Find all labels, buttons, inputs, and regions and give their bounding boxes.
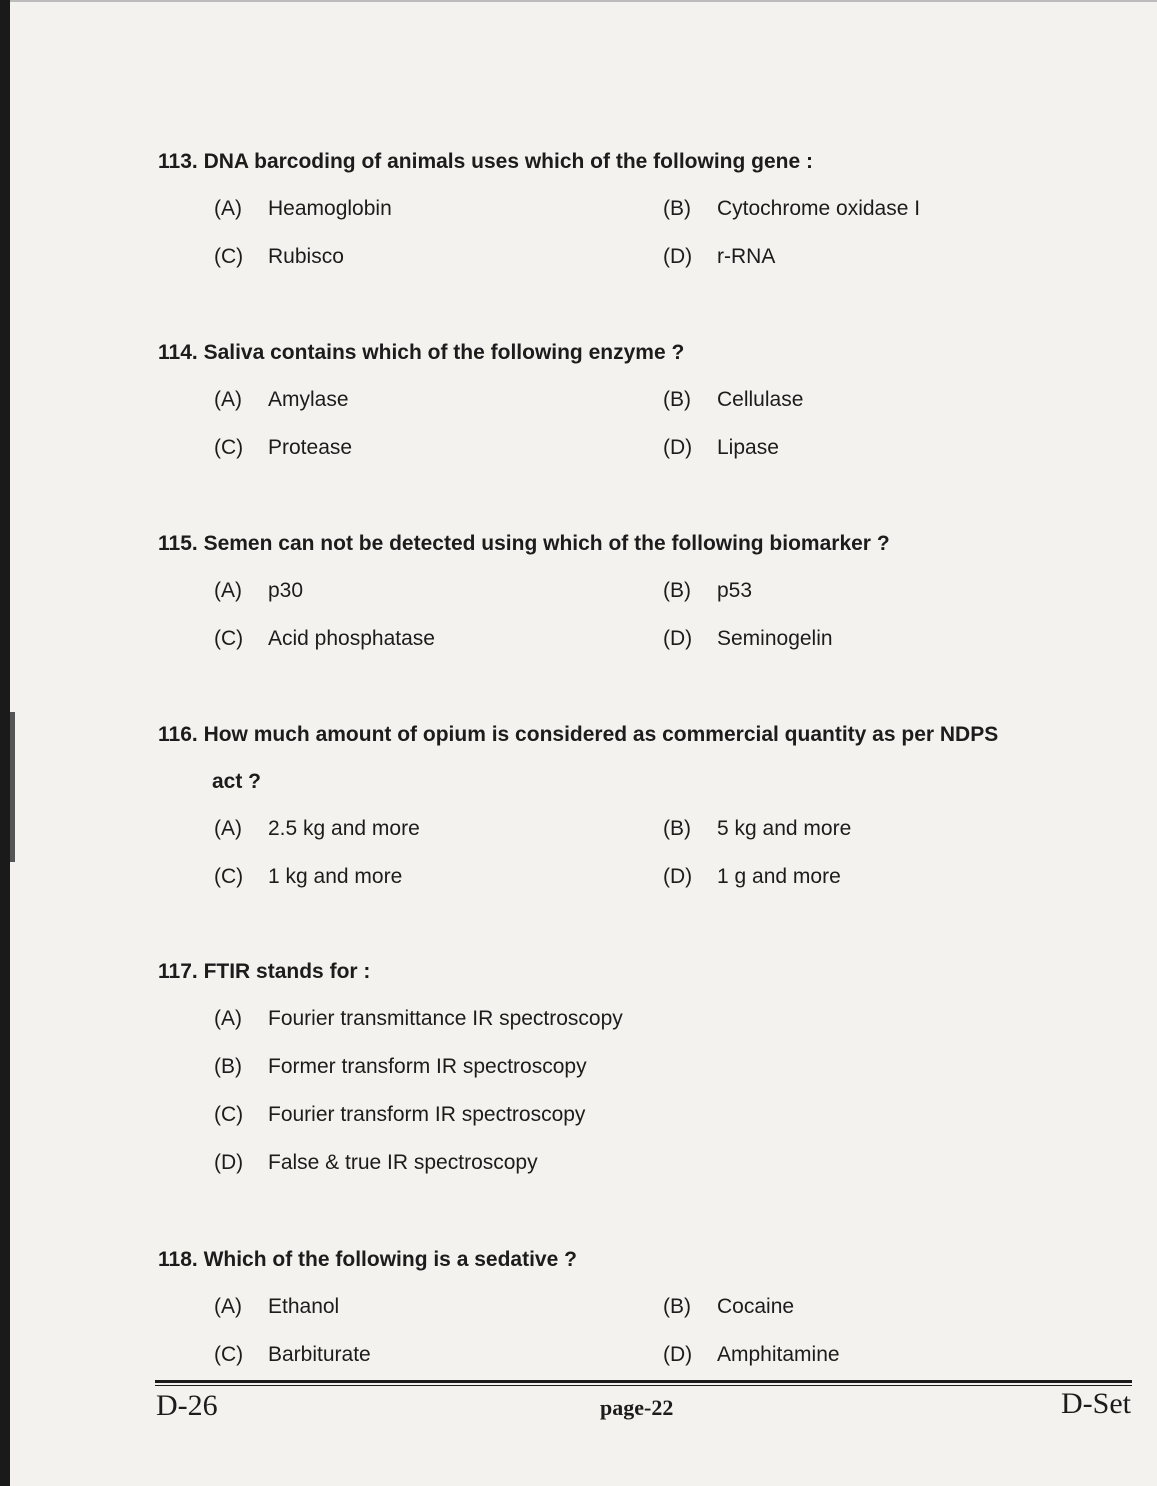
- option-c: [214, 1091, 585, 1139]
- option-text: 1 g and more: [717, 865, 841, 888]
- option-text: Cocaine: [717, 1295, 795, 1318]
- option-d: [214, 1139, 538, 1187]
- option-text: Ethanol: [268, 1295, 340, 1318]
- option-letter: (A): [214, 817, 242, 840]
- option-d: [663, 615, 833, 663]
- option-letter: (A): [214, 388, 242, 411]
- option-a: [214, 1283, 339, 1331]
- option-letter: (C): [214, 627, 244, 650]
- option-text: Former transform IR spectroscopy: [268, 1055, 587, 1078]
- option-text: Seminogelin: [717, 627, 833, 650]
- option-letter: (C): [214, 1343, 244, 1366]
- option-row: [158, 376, 1148, 424]
- option-letter: (D): [663, 245, 693, 268]
- option-text: Amphitamine: [717, 1343, 840, 1366]
- option-letter: (C): [214, 865, 244, 888]
- option-letter: (B): [663, 1295, 691, 1318]
- option-text: Fourier transform IR spectroscopy: [268, 1103, 586, 1126]
- option-text: p53: [717, 579, 753, 602]
- question-number: 115.: [158, 532, 198, 555]
- option-row: [158, 1043, 1148, 1091]
- question-stem: [158, 711, 1148, 758]
- option-letter: (D): [663, 627, 693, 650]
- question-text: DNA barcoding of animals uses which of the following gene :: [203, 150, 813, 173]
- option-text: Acid phosphatase: [268, 627, 435, 650]
- option-row: [158, 615, 1148, 663]
- option-row: [158, 1331, 1148, 1379]
- option-text: r-RNA: [717, 245, 776, 268]
- option-c: [214, 853, 402, 901]
- option-row: [158, 1283, 1148, 1331]
- option-text: Fourier transmittance IR spectroscopy: [268, 1007, 623, 1030]
- option-letter: (B): [663, 579, 691, 602]
- question-text-continued: act ?: [212, 770, 262, 793]
- option-row: [158, 567, 1148, 615]
- option-text: p30: [268, 579, 304, 602]
- option-text: 2.5 kg and more: [268, 817, 420, 840]
- option-b: [663, 567, 752, 615]
- question-text: Saliva contains which of the following enzyme ?: [203, 341, 685, 364]
- question-stem: [158, 329, 1148, 376]
- question-text: How much amount of opium is considered as commercial quantity as per NDPS: [203, 723, 999, 746]
- question-number: 114.: [158, 341, 198, 364]
- option-row: [158, 995, 1148, 1043]
- option-a: [214, 995, 623, 1043]
- footer-rule: [155, 1380, 1132, 1383]
- footer-booklet-code: D-26: [156, 1389, 218, 1422]
- option-a: [214, 805, 420, 853]
- option-text: Lipase: [717, 436, 779, 459]
- option-letter: (A): [214, 197, 242, 220]
- option-letter: (C): [214, 1103, 244, 1126]
- question-115: [158, 520, 1148, 663]
- option-c: [214, 1331, 371, 1379]
- option-d: [663, 1331, 840, 1379]
- question-number: 118.: [158, 1248, 198, 1271]
- option-text: Cellulase: [717, 388, 804, 411]
- option-row: [158, 424, 1148, 472]
- question-114: [158, 329, 1148, 472]
- option-text: False & true IR spectroscopy: [268, 1151, 538, 1174]
- option-letter: (A): [214, 1007, 242, 1030]
- option-letter: (A): [214, 579, 242, 602]
- option-text: Amylase: [268, 388, 349, 411]
- option-text: Heamoglobin: [268, 197, 392, 220]
- option-a: [214, 567, 303, 615]
- scan-left-edge: [0, 0, 10, 1486]
- question-number: 117.: [158, 960, 198, 983]
- option-text: Rubisco: [268, 245, 344, 268]
- option-letter: (D): [663, 1343, 693, 1366]
- option-text: 5 kg and more: [717, 817, 852, 840]
- option-text: Barbiturate: [268, 1343, 371, 1366]
- option-a: [214, 185, 392, 233]
- question-stem: [158, 520, 1148, 567]
- question-113: [158, 138, 1148, 281]
- option-text: 1 kg and more: [268, 865, 403, 888]
- option-row: [158, 1139, 1148, 1187]
- question-stem: [158, 948, 1148, 995]
- option-letter: (B): [214, 1055, 242, 1078]
- footer-page-number: page-22: [600, 1395, 674, 1420]
- option-row: [158, 1091, 1148, 1139]
- question-116: [158, 711, 1148, 901]
- option-d: [663, 233, 775, 281]
- option-letter: (B): [663, 197, 691, 220]
- option-d: [663, 853, 841, 901]
- question-text: Semen can not be detected using which of the following biomarker ?: [203, 532, 890, 555]
- option-b: [663, 376, 803, 424]
- option-row: [158, 805, 1148, 853]
- question-stem: [158, 1236, 1148, 1283]
- question-number: 113.: [158, 150, 198, 173]
- option-letter: (B): [663, 817, 691, 840]
- question-stem: [158, 138, 1148, 185]
- option-c: [214, 424, 352, 472]
- question-117: [158, 948, 1148, 1187]
- option-letter: (D): [663, 436, 693, 459]
- option-b: [214, 1043, 587, 1091]
- option-b: [663, 1283, 794, 1331]
- footer-set-label: D-Set: [1061, 1387, 1131, 1420]
- option-text: Cytochrome oxidase I: [717, 197, 921, 220]
- scan-top-edge: [10, 0, 1157, 2]
- option-letter: (C): [214, 436, 244, 459]
- option-letter: (C): [214, 245, 244, 268]
- option-b: [663, 805, 851, 853]
- footer-rule-thin: [155, 1385, 1132, 1386]
- option-row: [158, 185, 1148, 233]
- question-number: 116.: [158, 723, 198, 746]
- question-118: [158, 1236, 1148, 1379]
- option-text: Protease: [268, 436, 353, 459]
- question-text: FTIR stands for :: [203, 960, 371, 983]
- option-row: [158, 233, 1148, 281]
- option-a: [214, 376, 349, 424]
- option-letter: (A): [214, 1295, 242, 1318]
- option-letter: (B): [663, 388, 691, 411]
- option-letter: (D): [663, 865, 693, 888]
- option-row: [158, 853, 1148, 901]
- option-letter: (D): [214, 1151, 244, 1174]
- option-c: [214, 233, 344, 281]
- question-text: Which of the following is a sedative ?: [203, 1248, 577, 1271]
- option-d: [663, 424, 779, 472]
- option-b: [663, 185, 920, 233]
- scan-binding-mark: [10, 712, 15, 862]
- option-c: [214, 615, 435, 663]
